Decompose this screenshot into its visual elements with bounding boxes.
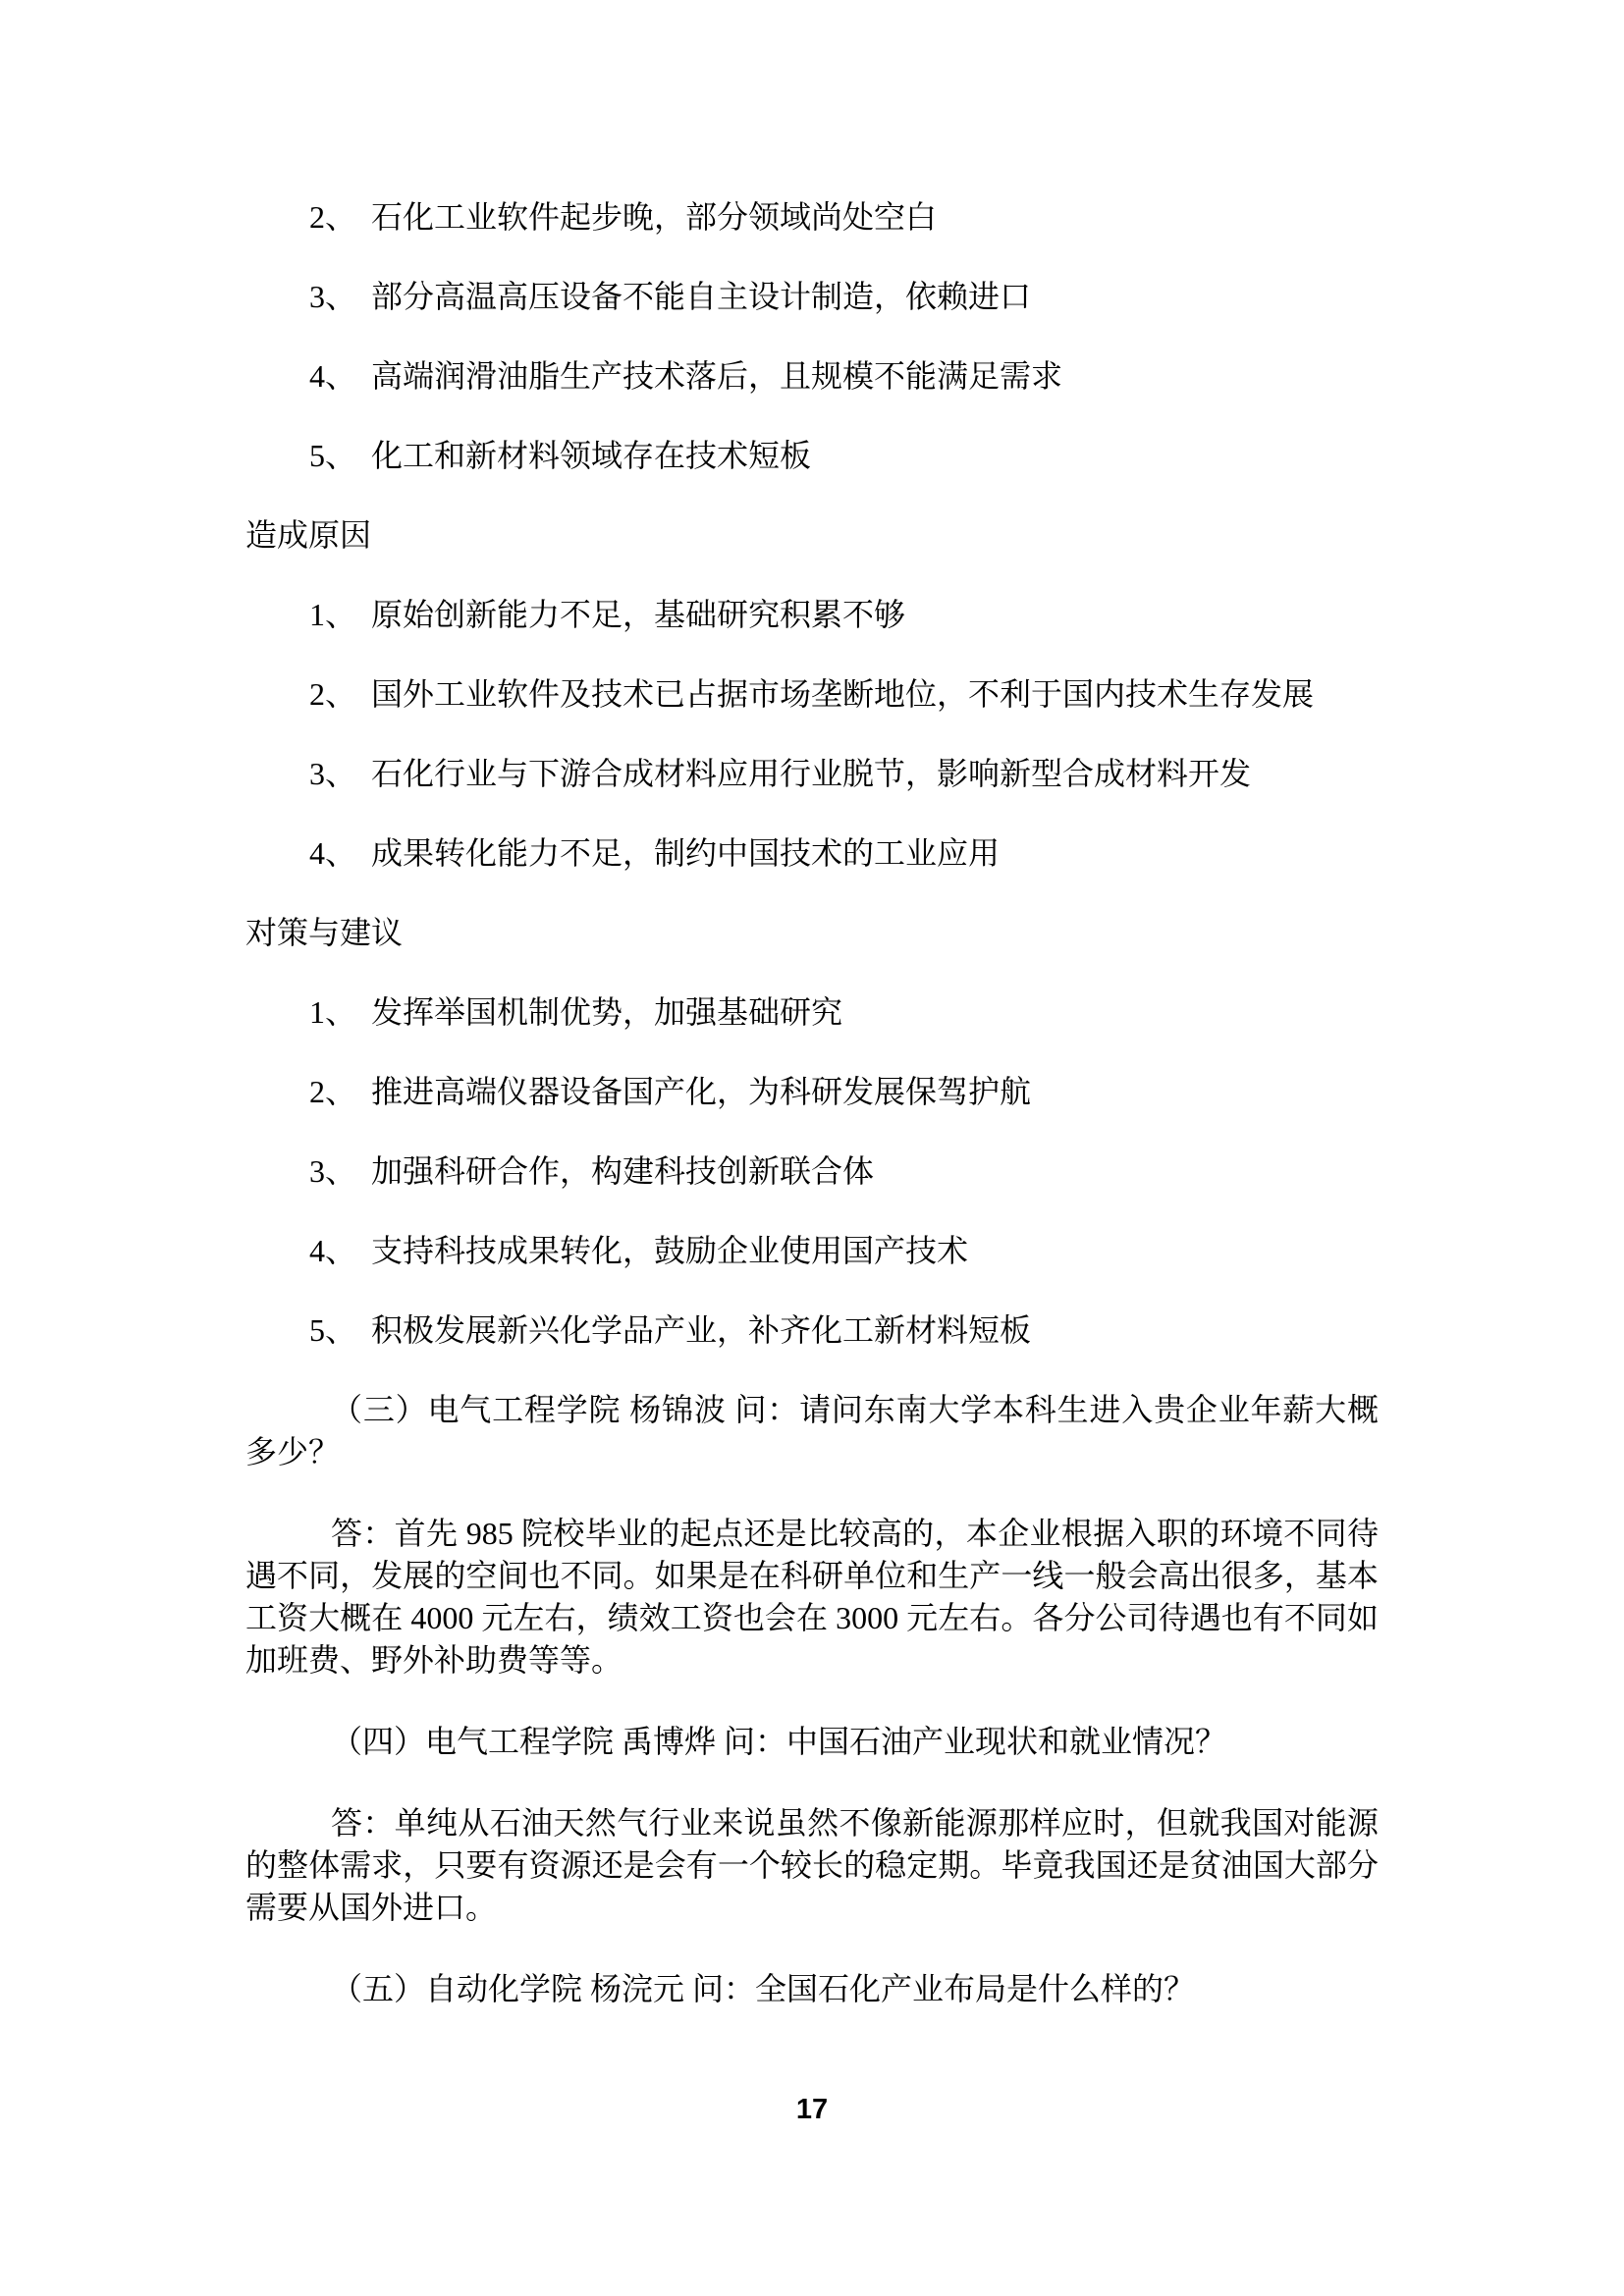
list-item-text: 石化行业与下游合成材料应用行业脱节，影响新型合成材料开发 (371, 756, 1252, 791)
list-item-text: 化工和新材料领域存在技术短板 (371, 438, 812, 473)
list-item-text: 支持科技成果转化，鼓励企业使用国产技术 (371, 1233, 969, 1268)
list-item (245, 594, 1379, 636)
list-item-text: 部分高温高压设备不能自主设计制造，依赖进口 (371, 279, 1032, 314)
list-item (245, 355, 1379, 398)
list-item-number: 5、 (309, 438, 357, 473)
list-item-number: 2、 (309, 676, 357, 712)
list-item-text: 原始创新能力不足，基础研究积累不够 (371, 597, 906, 632)
list-item-number: 3、 (309, 756, 357, 791)
list-item-number: 3、 (309, 279, 357, 314)
list-item-text: 成果转化能力不足，制约中国技术的工业应用 (371, 835, 1001, 871)
page-content (245, 196, 1379, 2050)
list-item (245, 196, 1379, 239)
list-item (245, 1071, 1379, 1113)
list-item-number: 3、 (309, 1153, 357, 1189)
list-item (245, 1150, 1379, 1193)
qa-question-3: （三）电气工程学院 杨锦波 问：请问东南大学本科生进入贵企业年薪大概多少？ (245, 1392, 1379, 1469)
list-item-text: 加强科研合作，构建科技创新联合体 (371, 1153, 875, 1189)
list-item-text: 高端润滑油脂生产技术落后，且规模不能满足需求 (371, 358, 1063, 394)
qa-question-4: （四）电气工程学院 禹博烨 问：中国石油产业现状和就业情况？ (331, 1724, 1227, 1759)
list-item-number: 4、 (309, 835, 357, 871)
list-item-text: 积极发展新兴化学品产业，补齐化工新材料短板 (371, 1312, 1032, 1348)
list-item-number: 1、 (309, 597, 357, 632)
list-item-text: 推进高端仪器设备国产化，为科研发展保驾护航 (371, 1074, 1032, 1109)
qa-question-5: （五）自动化学院 杨浣元 问：全国石化产业布局是什么样的？ (331, 1971, 1196, 2006)
list-item-number: 4、 (309, 1233, 357, 1268)
list-item-text: 国外工业软件及技术已占据市场垄断地位，不利于国内技术生存发展 (371, 676, 1315, 712)
list-item-number: 2、 (309, 1074, 357, 1109)
qa-answer-4: 答：单纯从石油天然气行业来说虽然不像新能源那样应时，但就我国对能源的整体需求，只要有资源还是会有一个较长的稳定期。毕竟我国还是贫油国大部分需要从国外进口。 (245, 1805, 1379, 1925)
section-heading-causes: 造成原因 (245, 517, 372, 553)
list-item (245, 753, 1379, 795)
list-item-text: 发挥举国机制优势，加强基础研究 (371, 994, 843, 1030)
list-item (245, 435, 1379, 477)
list-item (245, 673, 1379, 716)
list-item (245, 1230, 1379, 1272)
list-item (245, 1309, 1379, 1352)
list-item-number: 5、 (309, 1312, 357, 1348)
list-item-number: 1、 (309, 994, 357, 1030)
list-item-number: 2、 (309, 199, 357, 235)
list-item (245, 832, 1379, 875)
qa-section (245, 1389, 1379, 2010)
list-item (245, 991, 1379, 1034)
page-number: 17 (795, 2094, 829, 2125)
section-heading-suggestions: 对策与建议 (245, 915, 404, 950)
list-item-number: 4、 (309, 358, 357, 394)
list-item-text: 石化工业软件起步晚，部分领域尚处空白 (371, 199, 938, 235)
qa-answer-3: 答：首先 985 院校毕业的起点还是比较高的，本企业根据入职的环境不同待遇不同，发展的空间也不同。如果是在科研单位和生产一线一般会高出很多，基本工资大概在 4000 元左右，绩效工资也会在 3000 元左右。各分公司待遇也有不同如加班费、野外补助费等等。 (245, 1516, 1379, 1678)
list-item (245, 276, 1379, 318)
